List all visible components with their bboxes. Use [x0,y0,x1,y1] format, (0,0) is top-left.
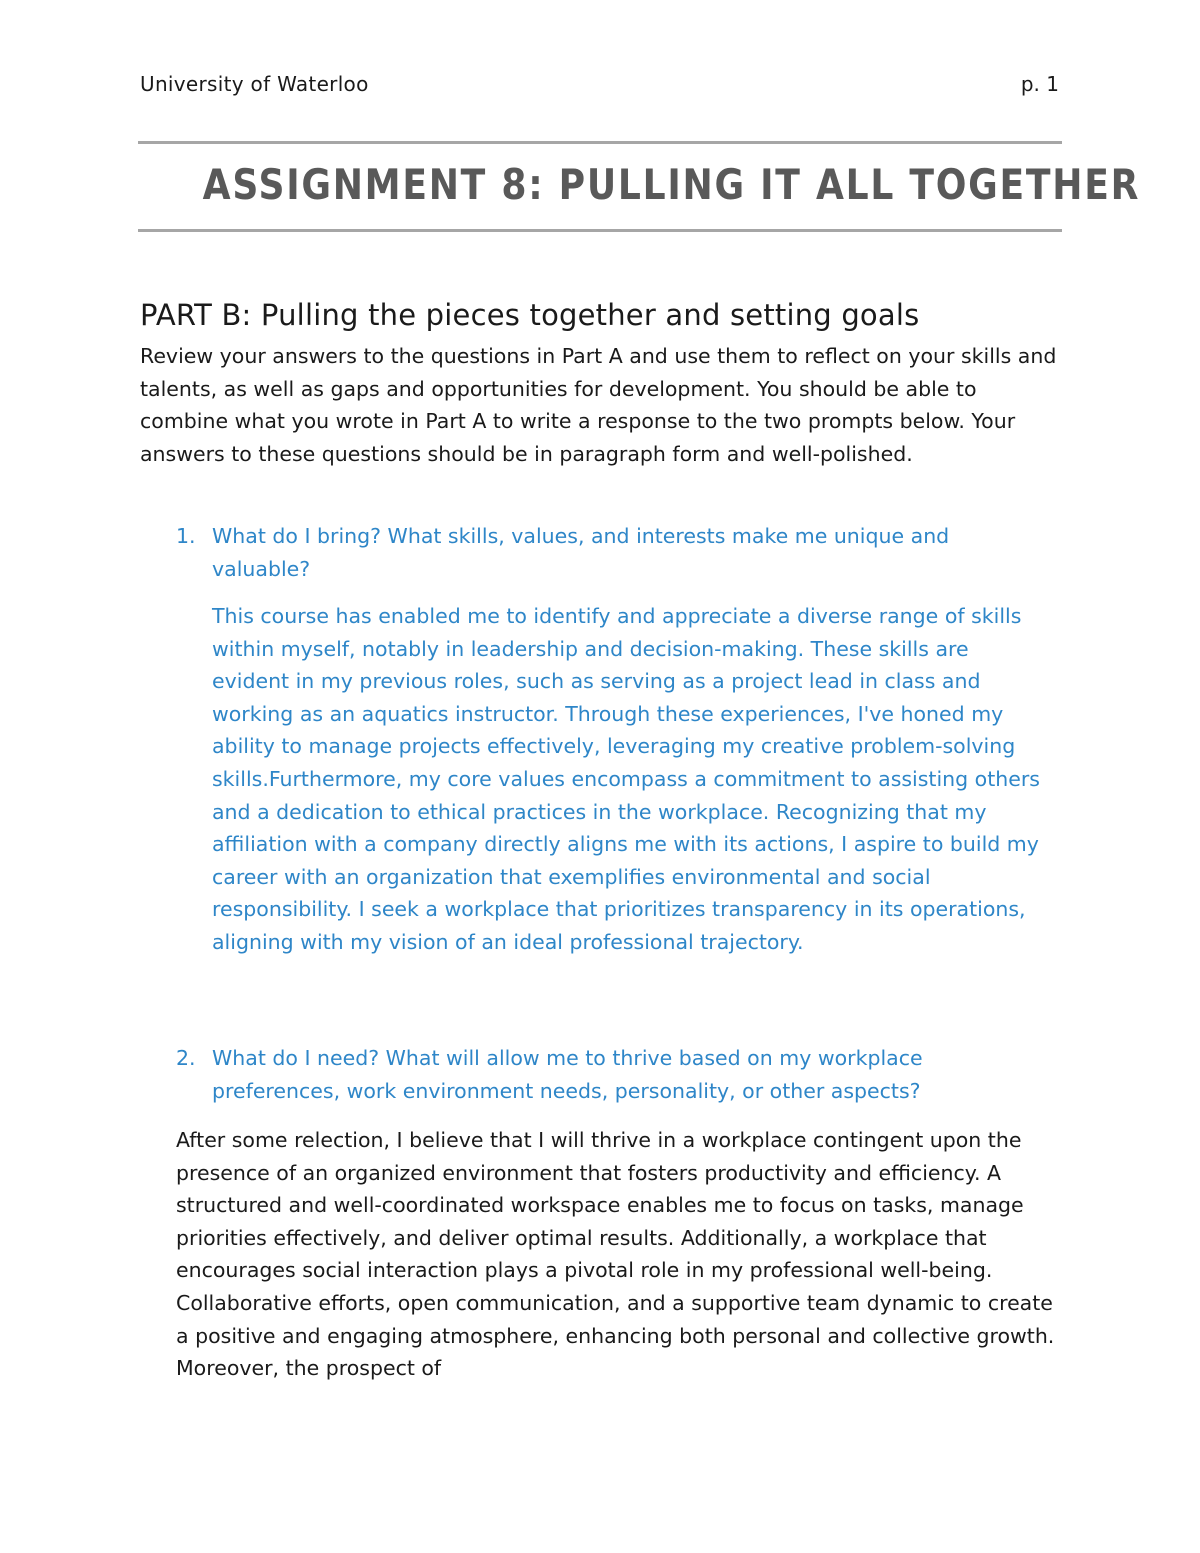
title-rule-top [138,141,1062,144]
title-rule-bottom [138,229,1062,232]
question-answer: After some relection, I believe that I will thrive in a workplace contingent upon the presence of an organized environment that fosters productivity and efficiency. A structured and well-coordinated workspace enables me to focus on tasks, manage priorities effectively, and deliver optimal results. Additionally, a workplace that encourages social interaction plays a pivotal role in my professional well-being. Collaborative efforts, open communication, and a supportive team dynamic to create a positive and engaging atmosphere, enhancing both personal and collective growth. Moreover, the prospect of [176,1128,1055,1381]
question-prompt: What do I bring? What skills, values, and interests make me unique and valuable? [212,524,950,581]
question-prompt: What do I need? What will allow me to thrive based on my workplace preferences, work environment needs, personality, or other aspects? [212,1046,923,1103]
part-b-intro: Review your answers to the questions in Part A and use them to reflect on your skills and talents, as well as gaps and opportunities for development. You should be able to combine what you wrote in Part A to write a response to the two prompts below. Your answers to these questions should be in paragraph form and well-polished. [140,344,1057,466]
question-number: 1. [176,524,196,548]
institution-name: University of Waterloo [140,72,369,96]
question-answer: This course has enabled me to identify and appreciate a diverse range of skills within myself, notably in leadership and decision-making. These skills are evident in my previous roles, such as serving as a project lead in class and working as an aquatics instructor. Through these experiences, I've honed my ability to manage projects effectively, leveraging my creative problem-solving skills.Furthermore, my core values encompass a commitment to assisting others and a dedication to ethical practices in the workplace. Recognizing that my affiliation with a company directly aligns me with its actions, I aspire to build my career with an organization that exemplifies environmental and social responsibility. I seek a workplace that prioritizes transparency in its operations, aligning with my vision of an ideal professional trajectory. [212,604,1040,954]
part-b-heading: PART B: Pulling the pieces together and setting goals [140,298,920,332]
page-number: p. 1 [1020,72,1059,96]
question-number: 2. [176,1046,196,1070]
document-title: ASSIGNMENT 8: PULLING IT ALL TOGETHER [202,160,1141,209]
